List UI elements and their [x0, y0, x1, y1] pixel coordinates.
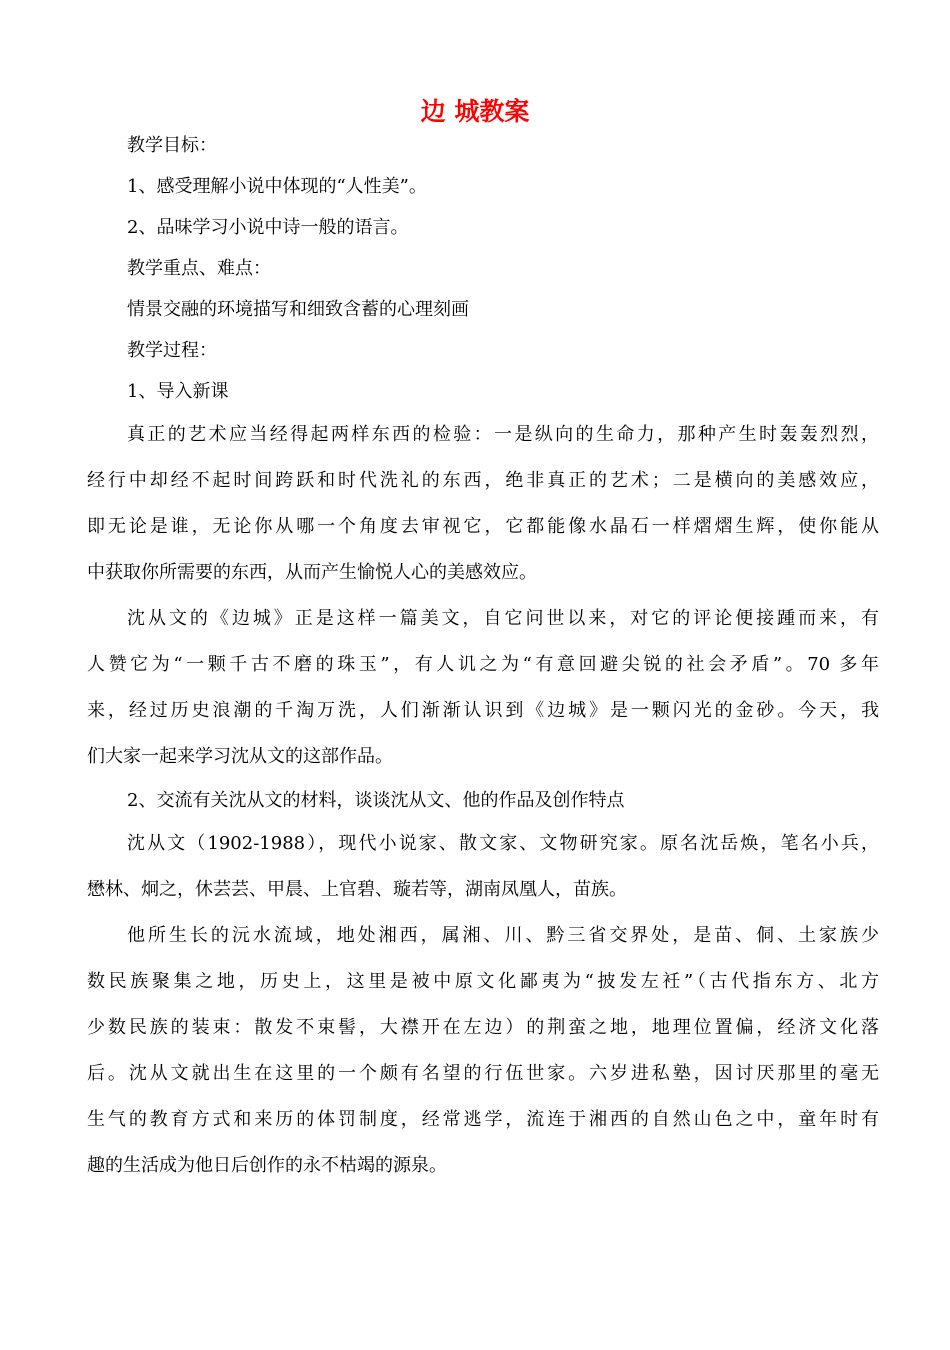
process-heading: 教学过程： — [127, 340, 217, 361]
paragraph-line: 经行中却经不起时间跨跃和时代洗礼的东西，绝非真正的艺术；二是横向的美感效应， — [87, 470, 879, 491]
paragraph — [87, 596, 879, 780]
paragraph-line: 即无论是谁，无论你从哪一个角度去审视它，它都能像水晶石一样熠熠生辉，使你能从 — [87, 516, 879, 537]
paragraph-line: 们大家一起来学习沈从文的这部作品。 — [87, 746, 393, 767]
document-body — [87, 125, 879, 1189]
key-points-text: 情景交融的环境描写和细致含蓄的心理刻画 — [127, 299, 469, 320]
objectives-heading: 教学目标： — [127, 135, 217, 156]
paragraph-line: 趣的生活成为他日后创作的永不枯竭的源泉。 — [87, 1155, 447, 1176]
paragraph-line: 来，经过历史浪潮的千淘万洗，人们渐渐认识到《边城》是一颗闪光的金砂。今天，我 — [87, 700, 879, 721]
paragraph-line: 沈从文（1902-1988），现代小说家、散文家、文物研究家。原名沈岳焕，笔名小兵， — [127, 833, 879, 854]
step-heading: 2、交流有关沈从文的材料，谈谈沈从文、他的作品及创作特点 — [127, 790, 625, 811]
paragraph-line: 少数民族的装束：散发不束髻，大襟开在左边）的荆蛮之地，地理位置偏，经济文化落 — [87, 1017, 879, 1038]
paragraph-line: 后。沈从文就出生在这里的一个颇有名望的行伍世家。六岁进私塾，因讨厌那里的毫无 — [87, 1063, 879, 1084]
paragraph-line: 数民族聚集之地，历史上，这里是被中原文化鄙夷为“披发左衽”（古代指东方、北方 — [87, 971, 879, 992]
paragraph-line: 真正的艺术应当经得起两样东西的检验：一是纵向的生命力，那种产生时轰轰烈烈， — [127, 424, 879, 445]
step-heading: 1、导入新课 — [127, 381, 229, 402]
paragraph-line: 懋林、炯之，休芸芸、甲晨、上官碧、璇若等，湖南凤凰人，苗族。 — [87, 879, 627, 900]
paragraph — [87, 412, 879, 596]
objective-item: 1、感受理解小说中体现的“人性美”。 — [127, 176, 427, 197]
document-title: 边 城教案 — [420, 97, 530, 126]
paragraph-line: 人赞它为“一颗千古不磨的珠玉”，有人讥之为“有意回避尖锐的社会矛盾”。70 多年 — [87, 654, 879, 675]
paragraph — [87, 913, 879, 1189]
paragraph-line: 他所生长的沅水流域，地处湘西，属湘、川、黔三省交界处，是苗、侗、土家族少 — [127, 925, 879, 946]
objective-item: 2、品味学习小说中诗一般的语言。 — [127, 217, 409, 238]
paragraph-line: 生气的教育方式和来历的体罚制度，经常逃学，流连于湘西的自然山色之中，童年时有 — [87, 1109, 879, 1130]
paragraph-line: 沈从文的《边城》正是这样一篇美文，自它问世以来，对它的评论便接踵而来，有 — [127, 608, 879, 629]
paragraph-line: 中获取你所需要的东西，从而产生愉悦人心的美感效应。 — [87, 562, 537, 583]
paragraph — [87, 821, 879, 913]
key-points-heading: 教学重点、难点： — [127, 258, 271, 279]
